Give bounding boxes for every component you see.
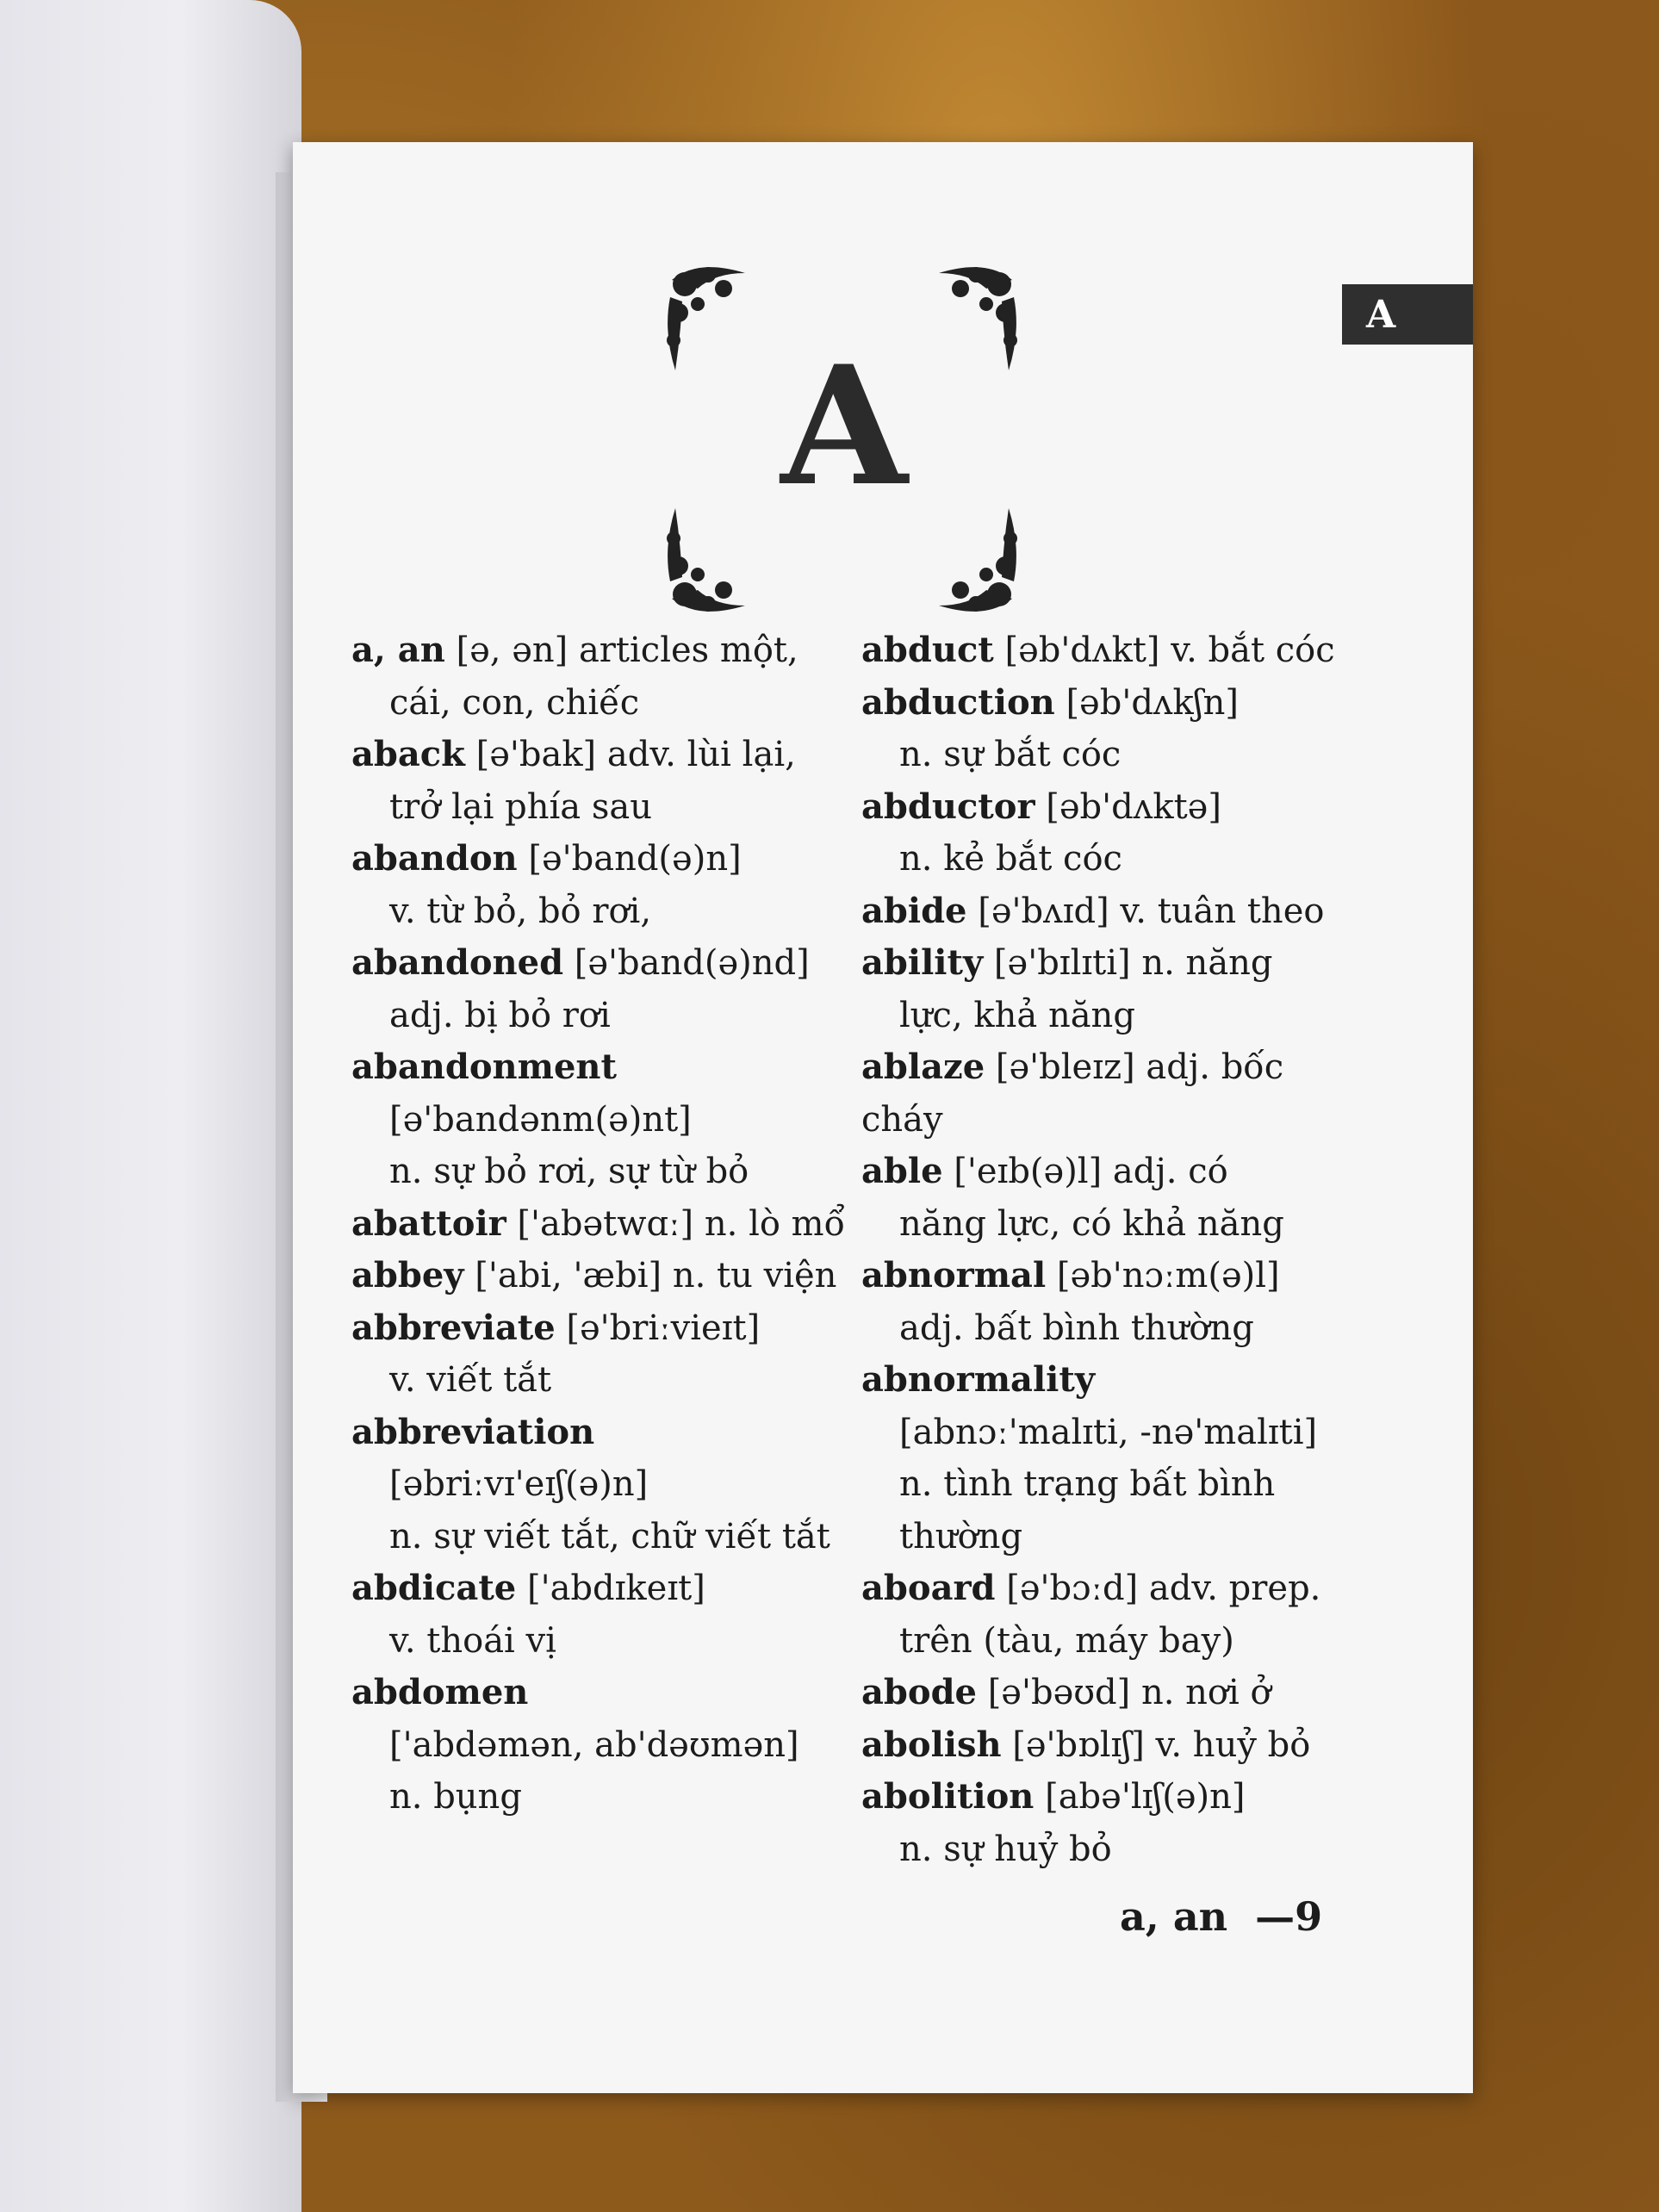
entry-definition: [ə'bɒlɪʃ] v. huỷ bỏ [1001, 1724, 1311, 1765]
headword: abode [861, 1672, 977, 1712]
entry-definition: [abə'lɪʃ(ə)n] [1034, 1777, 1246, 1817]
ornament-bottom-left-icon [663, 504, 749, 616]
entry-continuation: n. sự huỷ bỏ [899, 1829, 1112, 1869]
ornament-top-left-icon [663, 263, 749, 375]
dictionary-entry [351, 1041, 851, 1198]
dictionary-entry [351, 1407, 851, 1563]
entry-continuation: n. tình trạng bất bình [899, 1464, 1276, 1504]
headword: abnormal [861, 1255, 1047, 1296]
headword: abdomen [351, 1672, 529, 1712]
entry-continuation: n. sự viết tắt, chữ viết tắt [389, 1516, 830, 1556]
entry-definition: [əb'dʌkt] v. bắt cóc [993, 631, 1335, 670]
entry-definition: [əb'dʌktə] [1035, 786, 1221, 827]
entry-continuation: năng lực, có khả năng [899, 1203, 1284, 1244]
entry-definition: [ə'briːvieɪt] [555, 1308, 761, 1348]
entry-definition: ['abətwɑː] n. lò mổ [506, 1203, 846, 1244]
page-number: 9 [1295, 1893, 1323, 1940]
dictionary-entry [351, 1250, 851, 1302]
headword: abduct [861, 630, 994, 670]
headword: abolition [861, 1776, 1035, 1817]
entry-definition: [ə'bleɪz] adj. bốc cháy [861, 1047, 1284, 1140]
entry-continuation: cái, con, chiếc [389, 682, 640, 723]
entry-definition: [ə'bɪlɪti] n. năng [983, 943, 1273, 983]
dictionary-entry [351, 624, 851, 729]
dictionary-entry [861, 1354, 1361, 1563]
entry-definition: [ə'bʌɪd] v. tuân theo [966, 891, 1325, 931]
section-letter: A [780, 330, 908, 522]
dictionary-entry [861, 1146, 1361, 1250]
headword: abnormality [861, 1359, 1096, 1400]
entry-definition: [ə'bɔːd] adv. prep. [995, 1569, 1321, 1608]
headword: abide [861, 890, 967, 931]
dictionary-entry [861, 1719, 1361, 1772]
headword: abolish [861, 1724, 1002, 1765]
entry-definition: [ə, ən] articles một, [444, 631, 798, 670]
entry-definition: [ə'band(ə)nd] [563, 943, 810, 983]
entry-continuation: trở lại phía sau [389, 786, 652, 827]
facing-page [0, 0, 301, 2212]
dictionary-entry [351, 1302, 851, 1407]
dictionary-entry [351, 1563, 851, 1667]
entry-continuation: [əbriːvɪ'eɪʃ(ə)n] [389, 1464, 649, 1504]
dictionary-entry [861, 1250, 1361, 1354]
entry-continuation: adj. bị bỏ rơi [389, 995, 611, 1035]
dictionary-entry [351, 937, 851, 1041]
headword: abandon [351, 838, 518, 879]
entry-definition: ['eɪb(ə)l] adj. có [942, 1152, 1228, 1191]
entry-continuation: v. viết tắt [389, 1360, 552, 1400]
entry-continuation: ['abdəmən, ab'dəʊmən] [389, 1724, 799, 1765]
entry-continuation: lực, khả năng [899, 995, 1135, 1035]
entry-continuation: n. sự bắt cóc [899, 735, 1122, 774]
entry-definition: [ə'bəʊd] n. nơi ở [976, 1673, 1271, 1712]
headword: ability [861, 942, 984, 983]
headword: abandoned [351, 942, 564, 983]
entry-continuation: [ə'bandənm(ə)nt] [389, 1099, 692, 1140]
headword: abandonment [351, 1047, 617, 1087]
dictionary-entry [861, 885, 1361, 938]
dictionary-entry [351, 833, 851, 937]
dictionary-entry [861, 781, 1361, 885]
headword: abbreviate [351, 1307, 556, 1348]
guide-word: a, an [1120, 1893, 1228, 1940]
entry-definition: [ə'band(ə)n] [517, 839, 742, 879]
entry-definition: ['abdɪkeɪt] [516, 1569, 705, 1608]
entry-continuation: n. kẻ bắt cóc [899, 839, 1122, 879]
entry-continuation: n. bụng [389, 1777, 522, 1817]
headword: aboard [861, 1568, 996, 1608]
ornament-bottom-right-icon [935, 504, 1021, 616]
right-column [861, 624, 1361, 1875]
entry-definition: ['abi, 'æbi] n. tu viện [463, 1256, 837, 1296]
page-footer [1120, 1893, 1322, 1940]
thumb-index-tab: A [1342, 284, 1473, 345]
dictionary-entry [861, 1563, 1361, 1667]
headword: abbreviation [351, 1411, 595, 1452]
dictionary-entry [861, 1041, 1361, 1146]
entry-continuation: adj. bất bình thường [899, 1308, 1254, 1348]
dictionary-entry [351, 1667, 851, 1824]
headword: ablaze [861, 1047, 985, 1087]
headword: aback [351, 734, 465, 774]
dictionary-entry [861, 1667, 1361, 1719]
entry-continuation: n. sự bỏ rơi, sự từ bỏ [389, 1152, 749, 1191]
entry-continuation: [abnɔː'malɪti, -nə'malɪti] [899, 1412, 1318, 1452]
ornament-top-right-icon [935, 263, 1021, 375]
entry-continuation: thường [899, 1516, 1023, 1556]
headword: abbey [351, 1255, 464, 1296]
headword: abdicate [351, 1568, 517, 1608]
headword: abattoir [351, 1202, 506, 1244]
dictionary-entry [351, 729, 851, 833]
headword: a, an [351, 630, 445, 670]
headword: able [861, 1151, 943, 1191]
entry-definition: [ə'bak] adv. lùi lại, [464, 735, 796, 774]
dictionary-entry [861, 1771, 1361, 1875]
headword: abductor [861, 786, 1035, 827]
dictionary-entry [861, 624, 1361, 677]
entry-continuation: v. từ bỏ, bỏ rơi, [389, 891, 652, 931]
footer-dash: — [1241, 1893, 1296, 1940]
entry-continuation: trên (tàu, máy bay) [899, 1620, 1234, 1661]
dictionary-entry [861, 937, 1361, 1041]
entry-continuation: v. thoái vị [389, 1620, 556, 1661]
headword: abduction [861, 681, 1055, 723]
left-column [351, 624, 851, 1824]
dictionary-entry [861, 677, 1361, 781]
entry-definition: [əb'dʌkʃn] [1054, 682, 1239, 723]
dictionary-entry [351, 1198, 851, 1251]
entry-definition: [əb'nɔːm(ə)l] [1046, 1256, 1280, 1296]
